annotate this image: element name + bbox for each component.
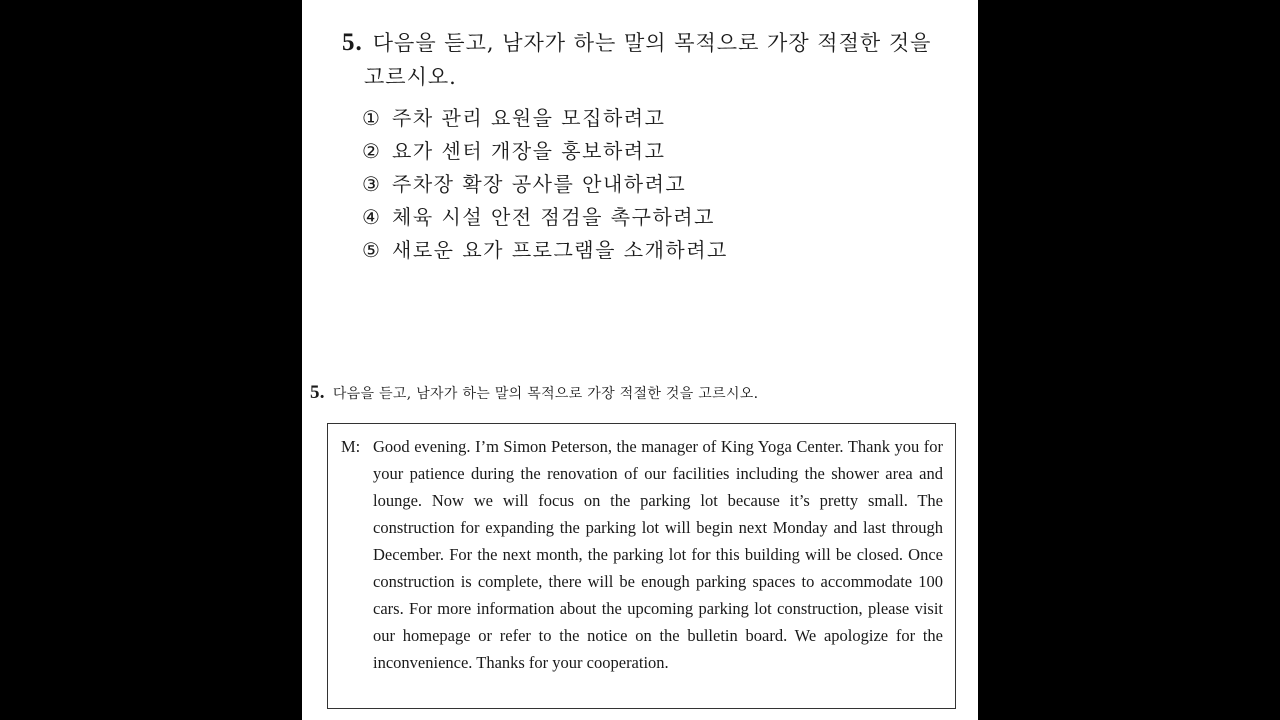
choice-number: ③ [362,172,382,196]
choice-4[interactable] [362,201,728,234]
choice-text: 체육 시설 안전 점검을 촉구하려고 [392,205,715,229]
question-text-line1: 다음을 듣고, 남자가 하는 말의 목적으로 가장 적절한 것을 [372,31,932,55]
choice-number: ① [362,106,382,130]
choice-number: ⑤ [362,238,382,262]
exam-page [302,0,978,720]
listening-script-box [327,423,956,709]
question-text: 다음을 듣고, 남자가 하는 말의 목적으로 가장 적절한 것을 고르시오. [332,386,759,402]
question-text-line2: 고르시오. [364,65,457,89]
choice-number: ② [362,139,382,163]
question-5-top [342,26,962,94]
script-text: Good evening. I’m Simon Peterson, the manager of King Yoga Center. Thank you for your patience during the renovation of our facilities including the shower area and lounge. Now we will focus on the parking lot because it’s pretty small. The construction for expanding the parking lot will begin next Monday and last through December. For the next month, the parking lot for this building will be closed. Once construction is complete, there will be enough parking spaces to accommodate 100 cars. For more information about the upcoming parking lot construction, please visit our homepage or refer to the notice on the bulletin board. We apologize for the inconvenience. Thanks for your cooperation. [373,437,943,672]
choice-text: 주차 관리 요원을 모집하려고 [392,106,666,130]
question-5-bottom [310,382,758,404]
choice-5[interactable] [362,234,728,267]
question-number: 5. [310,382,325,403]
choice-text: 새로운 요가 프로그램을 소개하려고 [392,238,728,262]
choice-number: ④ [362,205,382,229]
question-number: 5. [342,29,363,56]
choice-3[interactable] [362,168,728,201]
choice-text: 주차장 확장 공사를 안내하려고 [392,172,687,196]
choice-2[interactable] [362,135,728,168]
speaker-label: M: [341,437,361,456]
answer-choices [362,102,728,267]
choice-text: 요가 센터 개장을 홍보하려고 [392,139,666,163]
choice-1[interactable] [362,102,728,135]
